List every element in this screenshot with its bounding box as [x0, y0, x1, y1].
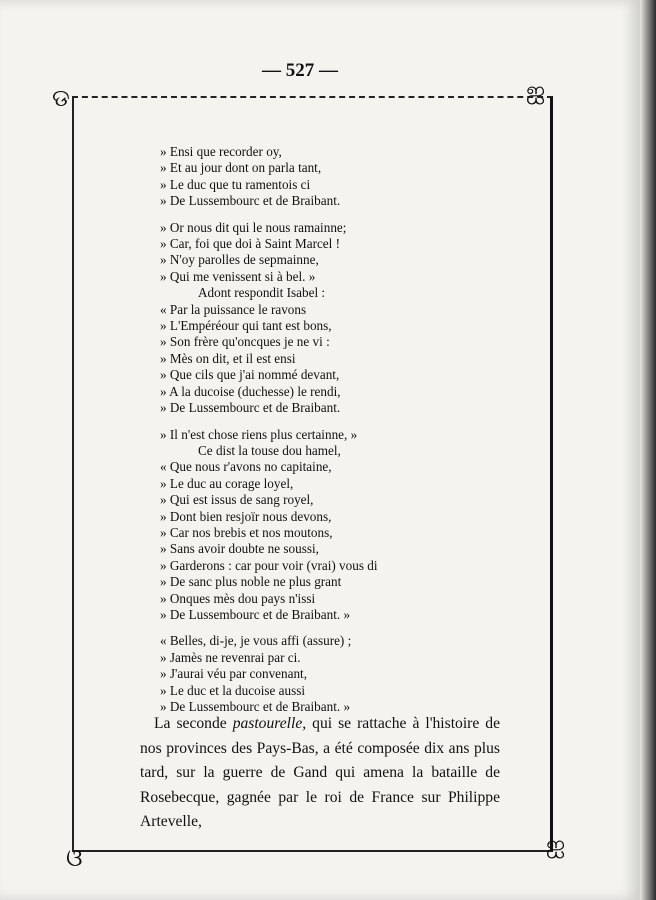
verse-line: » Qui est issus de sang royel, [160, 492, 314, 508]
verse-line: » L'Empéréour qui tant est bons, [160, 318, 332, 334]
page-number: — 527 — [262, 60, 338, 81]
verse-line: » Garderons : car pour voir (vrai) vous di [160, 557, 378, 573]
verse-line: » N'oy parolles de sepmainne, [160, 252, 319, 268]
stanza [160, 220, 490, 417]
stanza [160, 144, 490, 210]
verse-line: » Ensi que recorder oy, [160, 144, 282, 159]
verse-line: » De Lussembourc et de Braibant. » [160, 699, 351, 714]
verse-line: » Que cils que j'ai nommé devant, [160, 367, 340, 383]
verse-line: » Le duc que tu ramentois ci [160, 176, 311, 192]
verse-block [160, 144, 490, 725]
verse-line: « Que nous r'avons no capitaine, [160, 459, 332, 475]
verse-line: « Par la puissance le ravons [160, 301, 307, 317]
corner-ornament-icon: ଓ [66, 844, 83, 872]
verse-line: » A la ducoise (duchesse) le rendi, [160, 383, 341, 399]
prose-text [140, 712, 500, 835]
verse-line: » Le duc au corage loyel, [160, 475, 294, 491]
stanza [160, 633, 490, 715]
stanza [160, 427, 490, 624]
verse-line: » Qui me venissent si à bel. » [160, 268, 316, 284]
prose-emphasis: pastourelle, [232, 715, 307, 732]
verse-line: » Il n'est chose riens plus certainne, » [160, 426, 358, 442]
verse-line: » Or nous dit qui le nous ramainne; [160, 219, 347, 235]
corner-ornament-icon: ஐ [526, 76, 546, 104]
corner-ornament-icon: ஐ [546, 830, 566, 858]
verse-line: » Jamès ne revenrai par ci. [160, 649, 301, 665]
verse-line: » Mès on dit, et il est ensi [160, 350, 296, 366]
verse-line: » Et au jour dont on parla tant, [160, 160, 322, 176]
prose-paragraph [140, 712, 500, 835]
verse-line: » Sans avoir doubte ne soussi, [160, 541, 319, 557]
verse-line: Adont respondit Isabel : [198, 285, 326, 301]
verse-line: » J'aurai véu par convenant, [160, 666, 308, 682]
prose-before: La seconde [154, 715, 233, 732]
verse-line: » De Lussembourc et de Braibant. [160, 400, 341, 416]
verse-line: « Belles, di-je, je vous affi (assure) ; [160, 633, 352, 649]
verse-line: » Son frère qu'oncques je ne vi : [160, 334, 330, 350]
verse-line: » Onques mès dou pays n'issi [160, 590, 316, 606]
corner-ornament-icon: ଡ [52, 84, 70, 112]
page-edge-shadow [640, 0, 656, 900]
prose-after: qui se rattache à l'histoire de nos provinces des Pays-Bas, a été composée dix ans plus tard, sur la guerre de Gand qui amena la bataille de Rosebecque, gagnée par le roi de France sur Philippe Artevelle, [140, 715, 501, 830]
verse-line: » Dont bien resjoïr nous devons, [160, 508, 332, 524]
verse-line: » Car nos brebis et nos moutons, [160, 524, 333, 540]
verse-line: » De Lussembourc et de Braibant. » [160, 606, 351, 622]
verse-line: Ce dist la touse dou hamel, [198, 442, 341, 458]
verse-line: » De Lussembourc et de Braibant. [160, 193, 341, 209]
verse-line: » Car, foi que doi à Saint Marcel ! [160, 236, 341, 252]
verse-line: » Le duc et la ducoise aussi [160, 682, 306, 698]
verse-line: » De sanc plus noble ne plus grant [160, 574, 342, 590]
